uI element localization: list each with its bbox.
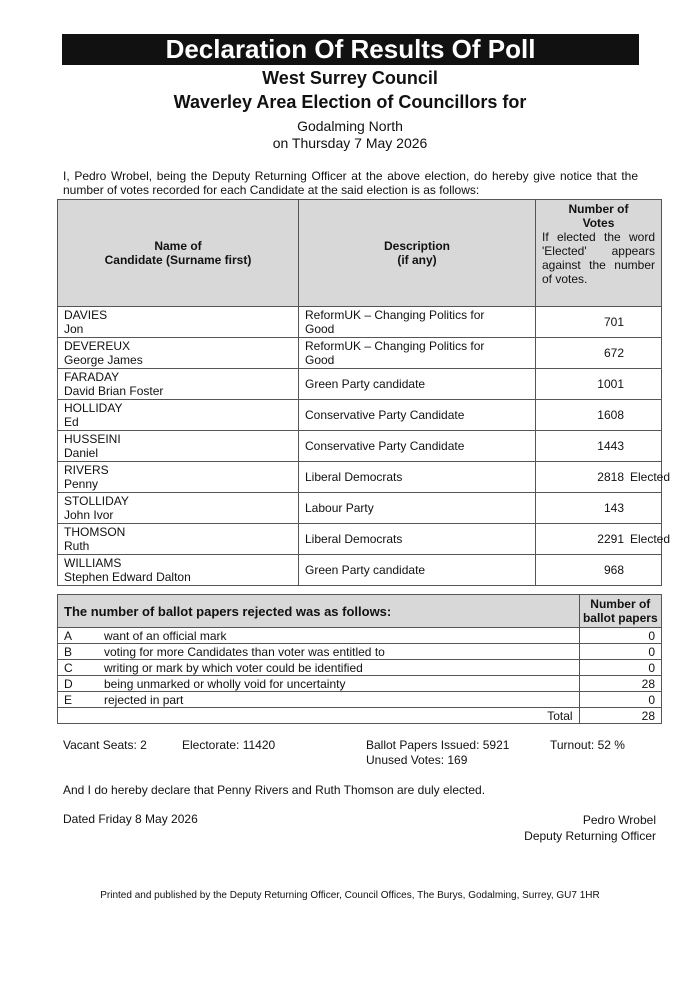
vote-count: 672 [603, 346, 624, 360]
signatory-name: Pedro Wrobel [582, 813, 656, 827]
candidate-forenames: Jon [64, 322, 84, 336]
rejected-row [58, 644, 662, 660]
declaration-text: And I do hereby declare that Penny Rivers and Ruth Thomson are duly elected. [63, 783, 486, 797]
candidate-description: Liberal Democrats [299, 524, 536, 555]
candidate-name [58, 493, 299, 524]
candidate-surname: HUSSEINI [64, 432, 121, 446]
candidate-row [58, 462, 662, 493]
rejected-title: The number of ballot papers rejected was as follows: [58, 595, 580, 628]
candidate-votes [536, 524, 671, 555]
imprint-footer: Printed and published by the Deputy Returning Officer, Council Offices, The Burys, Godalming, Surrey, GU7 1HR [100, 890, 600, 901]
vacant-seats: Vacant Seats: 2 [63, 738, 147, 752]
vote-count: 143 [603, 501, 624, 515]
candidate-forenames: Ruth [64, 539, 90, 553]
candidate-votes [536, 400, 662, 431]
rejected-count: 28 [579, 676, 661, 692]
candidate-name [58, 524, 299, 555]
candidate-description: Labour Party [299, 493, 536, 524]
candidate-forenames: Daniel [64, 446, 99, 460]
total-value: 28 [579, 708, 661, 724]
candidate-row [58, 524, 662, 555]
candidate-votes [536, 462, 671, 493]
rejected-count: 0 [579, 692, 661, 708]
electorate: Electorate: 11420 [182, 738, 276, 752]
candidate-name [58, 338, 299, 369]
rejected-reason: rejected in part [104, 692, 579, 708]
rejected-count: 0 [579, 628, 661, 644]
council-name: West Surrey Council [262, 68, 438, 88]
poll-date: on Thursday 7 May 2026 [272, 135, 428, 151]
candidate-surname: STOLLIDAY [64, 494, 129, 508]
candidate-description: ReformUK – Changing Politics for Good [299, 338, 536, 369]
elected-marker: Elected [630, 470, 671, 484]
candidate-forenames: George James [64, 353, 143, 367]
candidate-row [58, 338, 662, 369]
candidate-surname: DAVIES [64, 308, 108, 322]
candidate-row [58, 369, 662, 400]
candidate-description: Green Party candidate [299, 369, 536, 400]
candidate-description: Green Party candidate [299, 555, 536, 586]
candidate-name [58, 431, 299, 462]
candidate-votes [536, 493, 662, 524]
candidate-name [58, 369, 299, 400]
candidates-table [57, 199, 671, 586]
rejected-ballots-table [57, 594, 662, 724]
vote-count: 1001 [597, 377, 624, 391]
dated-line: Dated Friday 8 May 2026 [63, 812, 198, 826]
candidate-forenames: Ed [64, 415, 79, 429]
candidate-votes [536, 369, 662, 400]
rejected-count: 0 [579, 660, 661, 676]
intro-notice: I, Pedro Wrobel, being the Deputy Returning Officer at the above election, do hereby give notice that the number of votes recorded for each Candidate at the said election is as follows: [63, 169, 638, 197]
vote-count: 1443 [597, 439, 624, 453]
rejected-reason: voting for more Candidates than voter was entitled to [104, 644, 579, 660]
rejected-reason: want of an official mark [104, 628, 579, 644]
elected-marker: Elected [630, 532, 671, 546]
turnout: Turnout: 52 % [550, 738, 625, 752]
candidate-surname: HOLLIDAY [64, 401, 123, 415]
rejected-count: 0 [579, 644, 661, 660]
document-title: Declaration Of Results Of Poll [62, 34, 639, 65]
candidate-surname: THOMSON [64, 525, 126, 539]
rejected-letter: C [58, 660, 105, 676]
rejected-letter: D [58, 676, 105, 692]
candidate-description: Conservative Party Candidate [299, 400, 536, 431]
candidate-name [58, 555, 299, 586]
candidate-name [58, 462, 299, 493]
candidate-surname: DEVEREUX [64, 339, 131, 353]
rejected-row [58, 692, 662, 708]
rejected-row [58, 660, 662, 676]
candidate-description: ReformUK – Changing Politics for Good [299, 307, 536, 338]
rejected-letter: A [58, 628, 105, 644]
candidate-forenames: Stephen Edward Dalton [64, 570, 191, 584]
votes-note: If elected the word 'Elected' appears against the number of votes. [542, 230, 655, 286]
candidate-surname: FARADAY [64, 370, 120, 384]
rejected-letter: B [58, 644, 105, 660]
candidate-forenames: John Ivor [64, 508, 114, 522]
candidate-description: Conservative Party Candidate [299, 431, 536, 462]
col-header-description: Description (if any) [299, 200, 536, 307]
candidate-votes [536, 307, 662, 338]
candidate-description: Liberal Democrats [299, 462, 536, 493]
rejected-row [58, 676, 662, 692]
rejected-letter: E [58, 692, 105, 708]
candidate-votes [536, 431, 662, 462]
election-area: Waverley Area Election of Councillors for [173, 92, 527, 112]
rejected-reason: writing or mark by which voter could be identified [104, 660, 579, 676]
candidate-forenames: David Brian Foster [64, 384, 164, 398]
signatory [524, 812, 656, 844]
vote-count: 1608 [597, 408, 624, 422]
candidate-votes [536, 338, 662, 369]
candidate-row [58, 400, 662, 431]
unused-votes: Unused Votes: 169 [366, 753, 468, 767]
vote-count: 2291 [597, 532, 624, 546]
total-label: Total [58, 708, 580, 724]
rejected-row [58, 628, 662, 644]
candidate-row [58, 431, 662, 462]
col-header-votes: Number of Votes If elected the word 'Elected' appears against the number of votes. [536, 200, 662, 307]
candidate-name [58, 307, 299, 338]
candidate-row [58, 493, 662, 524]
candidate-surname: RIVERS [64, 463, 109, 477]
vote-count: 2818 [597, 470, 624, 484]
candidate-forenames: Penny [64, 477, 99, 491]
col-header-name: Name of Candidate (Surname first) [58, 200, 299, 307]
rejected-reason: being unmarked or wholly void for uncertainty [104, 676, 579, 692]
candidate-surname: WILLIAMS [64, 556, 122, 570]
ballot-papers-issued: Ballot Papers Issued: 5921 [366, 738, 510, 752]
candidate-row [58, 307, 662, 338]
candidate-row [58, 555, 662, 586]
candidate-name [58, 400, 299, 431]
candidate-votes [536, 555, 662, 586]
signatory-role: Deputy Returning Officer [524, 829, 656, 843]
vote-count: 701 [603, 315, 624, 329]
ward-name: Godalming North [297, 118, 403, 134]
col-header-ballot-count: Number of ballot papers [579, 595, 661, 628]
vote-count: 968 [603, 563, 624, 577]
